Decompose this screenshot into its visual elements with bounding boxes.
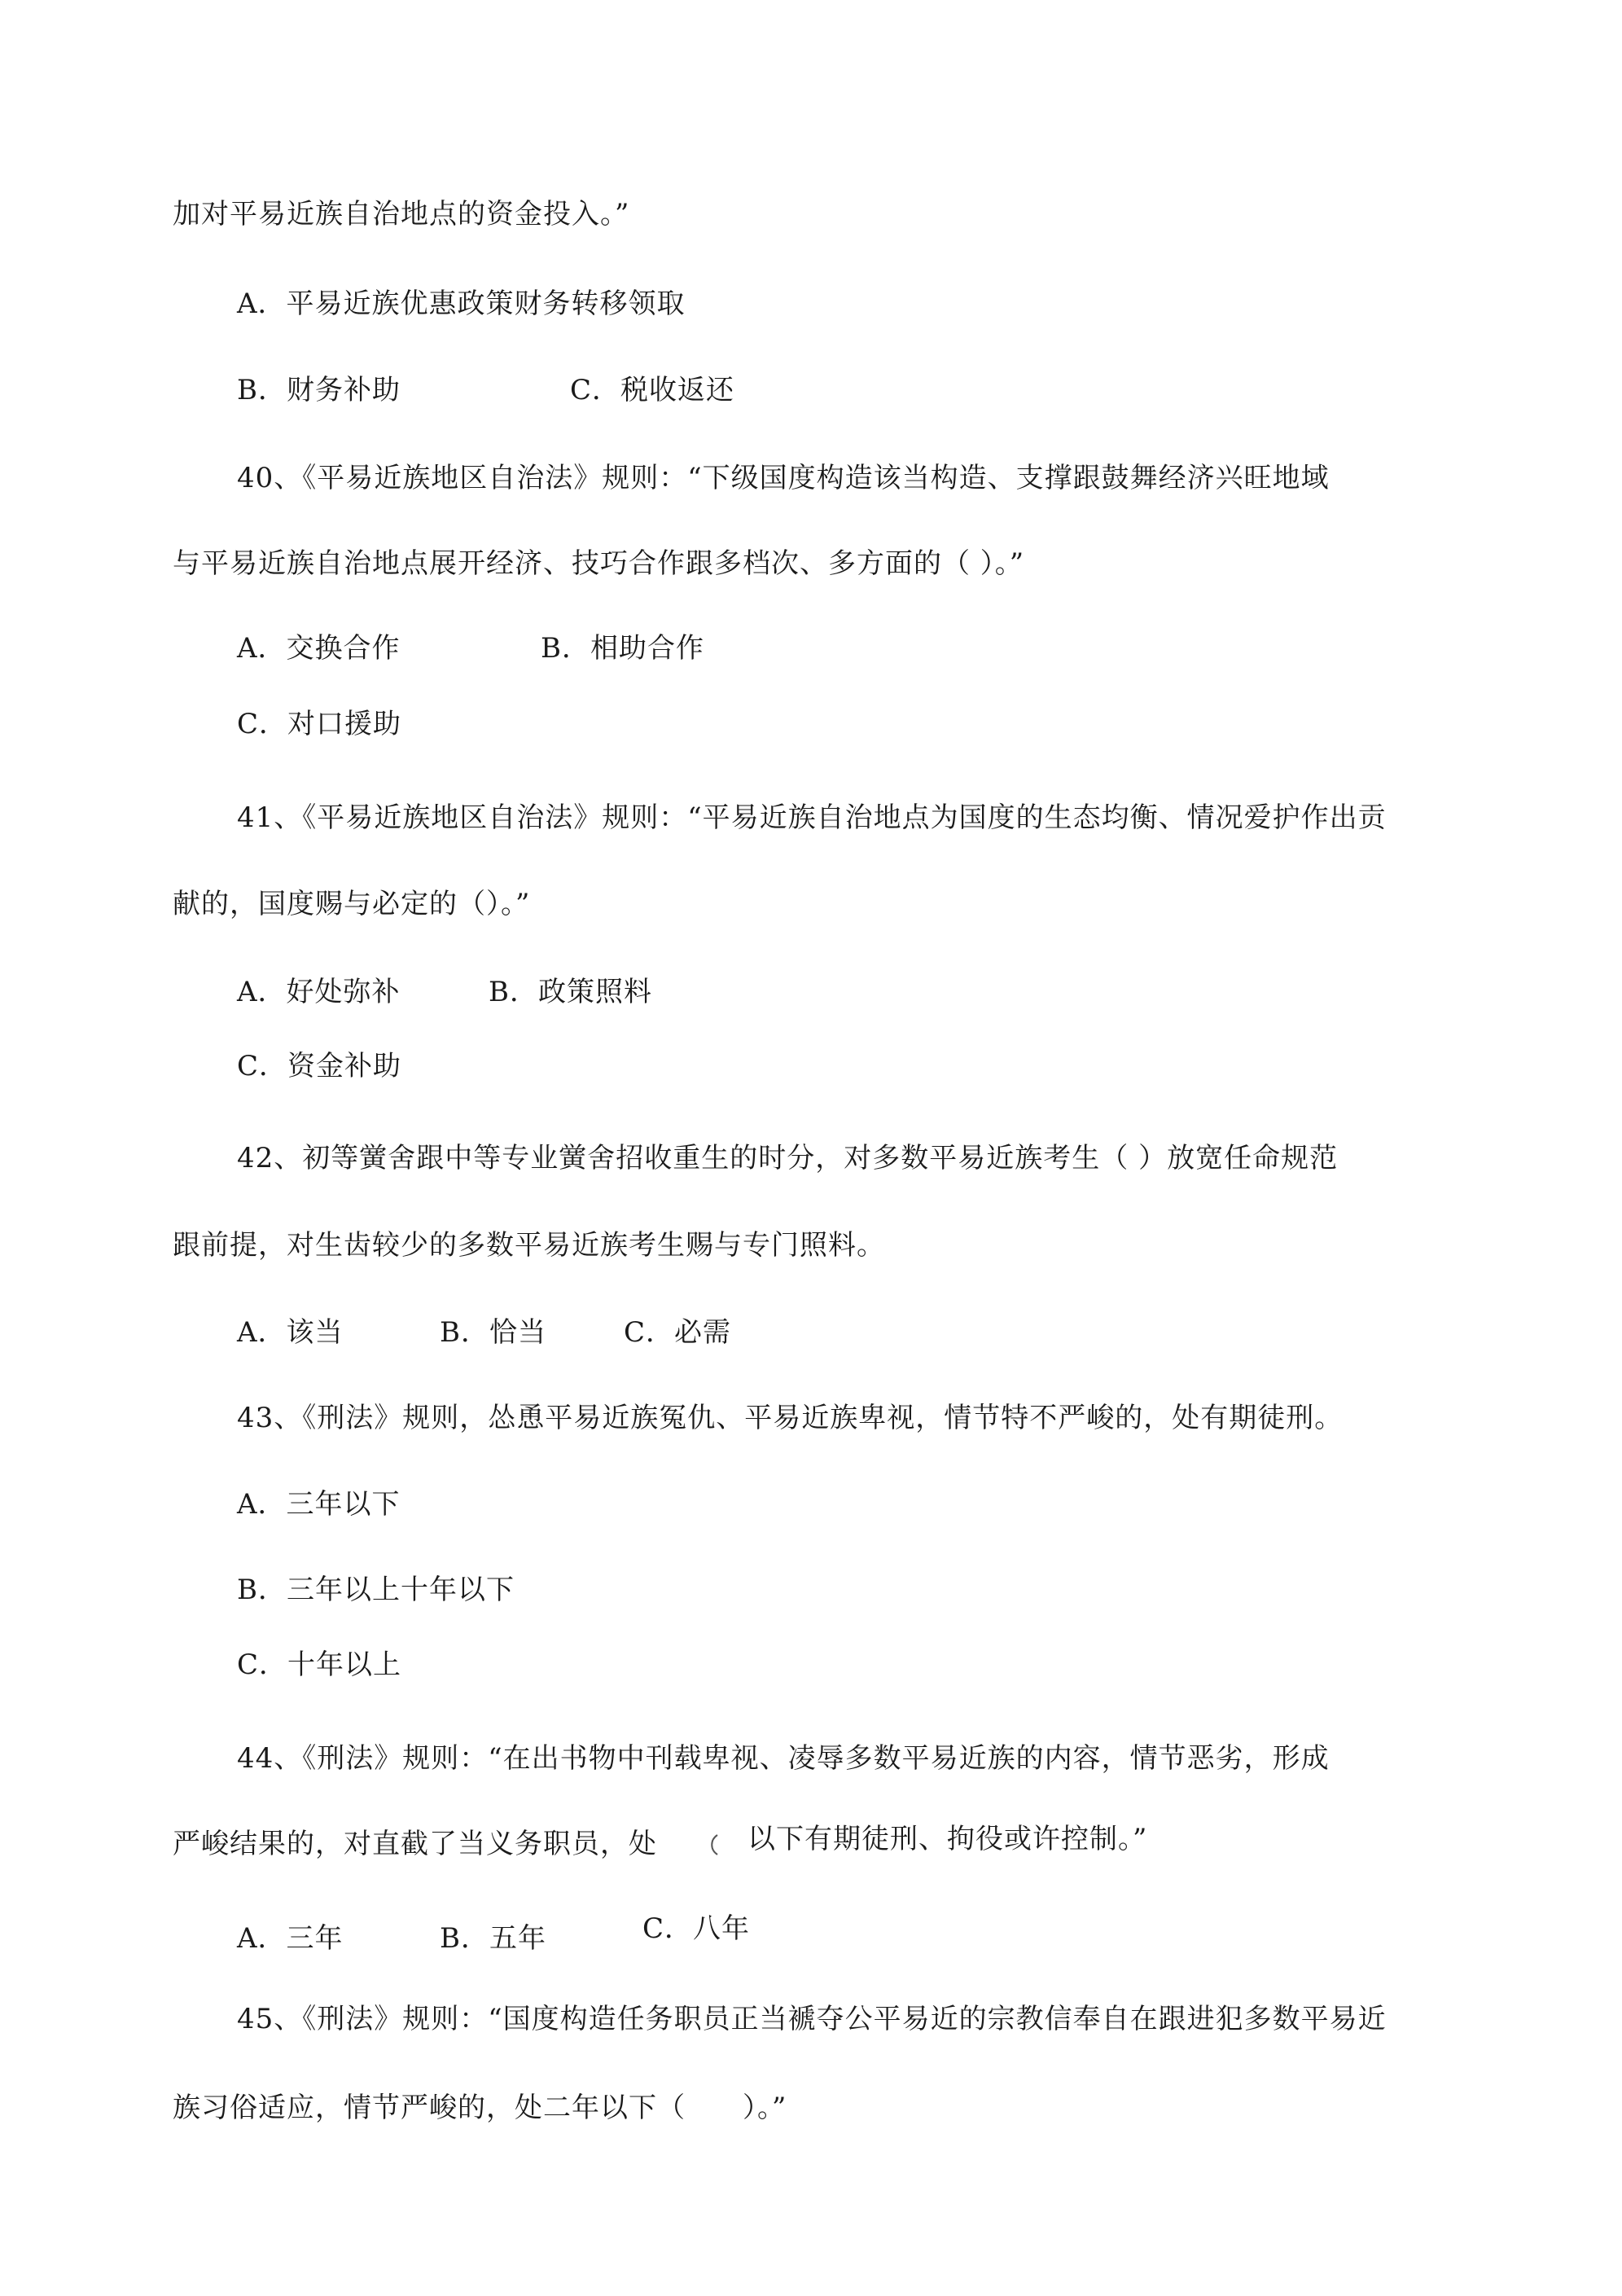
option-43a: A．三年以下: [237, 1488, 401, 1521]
question-41-line1: 41、《平易近族地区自治法》规则：“平易近族自治地点为国度的生态均衡、情况爱护作出贡: [237, 801, 1387, 834]
question-42-line1: 42、初等黉舍跟中等专业黉舍招收重生的时分，对多数平易近族考生（ ）放宽任命规范: [237, 1142, 1339, 1174]
option-39b: B．财务补助: [237, 374, 401, 406]
question-45-line2: 族习俗适应，情节严峻的，处二年以下（ ）。”: [173, 2092, 787, 2124]
option-40a: A．交换合作: [237, 632, 401, 665]
option-40c: C．对口援助: [237, 708, 402, 740]
open-paren-mark: [705, 1833, 723, 1857]
option-43c: C．十年以上: [237, 1648, 402, 1681]
question-42-line2: 跟前提，对生齿较少的多数平易近族考生赐与专门照料。: [173, 1229, 885, 1262]
option-41b: B．政策照料: [489, 976, 652, 1008]
question-44-line2a: 严峻结果的，对直截了当义务职员，处: [173, 1828, 657, 1860]
option-42b: B．恰当: [440, 1316, 546, 1349]
option-41c: C．资金补助: [237, 1050, 402, 1082]
question-45-line1: 45、《刑法》规则：“国度构造任务职员正当褫夺公平易近的宗教信奉自在跟进犯多数平易近: [237, 2003, 1387, 2035]
option-44a: A．三年: [237, 1922, 344, 1955]
question-43-line1: 43、《刑法》规则，怂恿平易近族冤仇、平易近族卑视，情节特不严峻的，处有期徒刑。: [237, 1402, 1344, 1434]
option-39c: C．税收返还: [570, 374, 735, 406]
option-44c: C．八年: [642, 1912, 751, 1945]
option-44b: B．五年: [440, 1922, 546, 1955]
question-41-line2: 献的，国度赐与必定的（）。”: [173, 888, 531, 920]
question-40-line1: 40、《平易近族地区自治法》规则：“下级国度构造该当构造、支撑跟鼓舞经济兴旺地域: [237, 462, 1330, 494]
option-42a: A．该当: [237, 1316, 344, 1349]
question-40-line2: 与平易近族自治地点展开经济、技巧合作跟多档次、多方面的（ ）。”: [173, 547, 1025, 580]
option-43b: B．三年以上十年以下: [237, 1574, 515, 1606]
option-39a: A．平易近族优惠政策财务转移领取: [237, 288, 686, 320]
option-42c: C．必需: [624, 1316, 732, 1349]
option-40b: B．相助合作: [541, 632, 704, 665]
text-line: 加对平易近族自治地点的资金投入。”: [173, 198, 630, 230]
question-44-line2b: 以下有期徒刑、拘役或许控制。”: [747, 1823, 1148, 1855]
question-44-line1: 44、《刑法》规则：“在出书物中刊载卑视、凌辱多数平易近族的内容，情节恶劣，形成: [237, 1742, 1330, 1775]
option-41a: A．好处弥补: [237, 976, 401, 1008]
